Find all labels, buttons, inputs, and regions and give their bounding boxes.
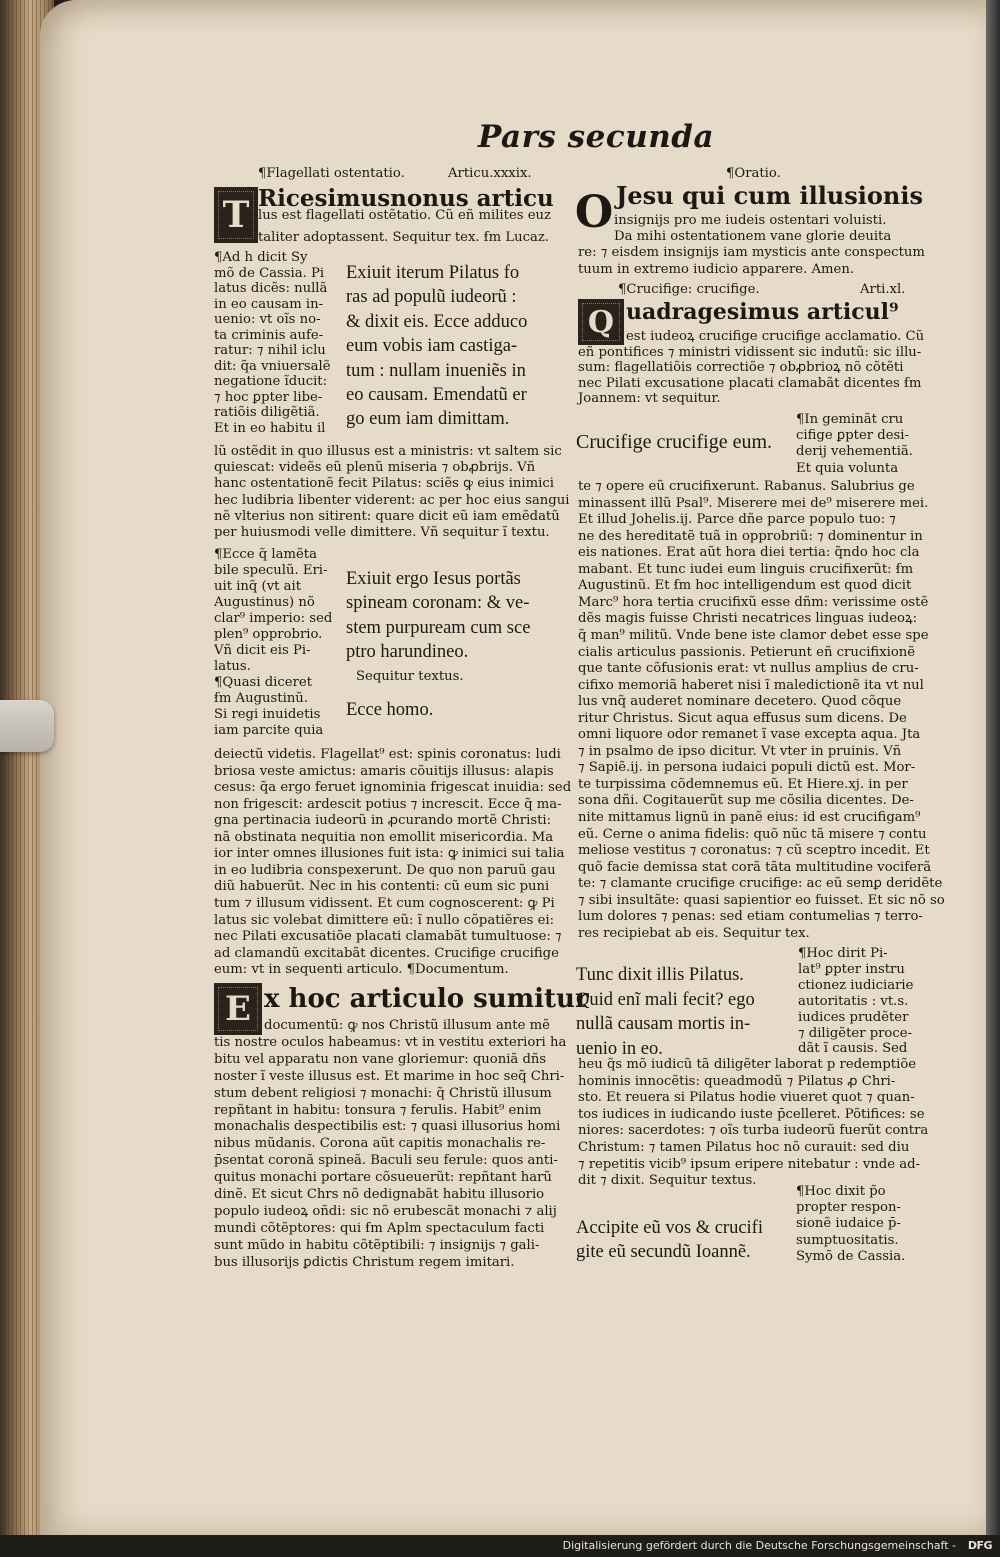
text-line: dinẽ. Et sicut Chrs nõ dedignabãt habitu illusorio <box>214 1187 545 1202</box>
text-line: latus sic volebat dimittere eũ: ĩ nullo cõpatiẽres ei: <box>214 912 555 928</box>
text-line: mabant. Et tunc iudei eum linguis crucifixerũt: ẜm <box>578 561 914 577</box>
text-line: documentũ: ꝙ nos Christũ illusum ante mẽ <box>264 1018 550 1033</box>
text-line: bus illusorijs ꝑdictis Christum regem imitari. <box>214 1254 515 1270</box>
text-line: & dixit eis. Ecce adduco <box>346 311 528 332</box>
text-line: in eo ludibria conspexerunt. De quo non paruũ gau <box>214 862 556 878</box>
text-line: Vñ dicit eis Pi- <box>214 643 311 658</box>
text-line: repñtant in habitu: tonsura ⁊ ferulis. Habit⁹ enim <box>214 1102 542 1118</box>
text-line: eo causam. Emendatũ er <box>346 385 527 405</box>
ecce-homo: Ecce homo. <box>346 700 434 720</box>
text-line: tum ⁊ illusum vidissent. Et cum cognoscerent: ꝙ Pi <box>214 895 555 911</box>
footer-bar <box>0 1535 1000 1557</box>
text-line: iudices prudẽter <box>798 1009 909 1025</box>
text-line: taliter adoptassent. Sequitur tex. ẜm Lucaz. <box>258 230 549 245</box>
text-line: Christum: ⁊ tamen Pilatus hoc nõ curauit: sed diu <box>578 1140 910 1155</box>
text-line: sona dñi. Cogitauerũt sup me cõsilia dicentes. De- <box>578 793 914 809</box>
text-line: noster ĩ veste illusus est. Et marime in hoc seq̃ Chri- <box>214 1068 565 1084</box>
text-line: monachalis despectibilis est: ⁊ quasi illusorius homi <box>214 1119 561 1135</box>
text-line: iam parcite quia <box>214 723 324 738</box>
article-xl-heading: uadragesimus articul⁹ <box>626 299 899 325</box>
text-line: Augustinus) nõ <box>214 595 315 610</box>
text-line: ad clamandũ excitabãt dicentes. Crucifige crucifige <box>214 945 559 961</box>
documentum-heading: x hoc articulo sumitur <box>264 984 589 1014</box>
text-line: Exiuit iterum Pilatus fo <box>346 263 520 283</box>
text-line: lat⁹ ꝑpter instru <box>798 961 905 977</box>
left-section-label: ¶Flagellati ostentatio. <box>258 166 405 181</box>
text-line: minassent illũ Psal⁹. Miserere mei de⁹ miserere mei. <box>578 495 929 511</box>
text-line: tos iudices in iudicando iuste p̄celleret. Põtifices: se <box>578 1106 925 1122</box>
text-line: nibus mũdanis. Corona aũt capitis monachalis re- <box>214 1136 546 1152</box>
text-line: ¶Ad h dicit Sy <box>214 250 308 265</box>
page-header: Pars secunda <box>478 119 715 155</box>
text-line: Da mihi ostentationem vane glorie deuita <box>614 229 892 245</box>
text-line: dãt ĩ causis. Sed <box>798 1041 908 1057</box>
text-line: cesus: q̃a ergo feruet ignominia frigescat inuidia: sed <box>214 780 572 796</box>
text-line: p̄sentat coronã spineã. Baculi seu ferule: quos anti- <box>214 1153 558 1169</box>
text-line: nec Pilati excusatione placati clamabãt dicentes ẜm <box>578 375 922 391</box>
text-line: tum : nullam inueniẽs in <box>346 360 526 381</box>
text-line: quiescat: videẽs eũ plenũ miseria ⁊ obꝓbrijs. Vñ <box>214 460 536 476</box>
text-line: briosa veste amictus: amaris cõuitijs illusus: alapis <box>214 763 554 779</box>
text-line: Augustinũ. Et ẜm hoc intelligendum est quod dicit <box>578 578 912 594</box>
right-binding-strip <box>986 0 1000 1535</box>
text-line: autoritatis : vt.s. <box>798 993 909 1009</box>
footer-credit: Digitalisierung gefördert durch die Deutsche Forschungsgemeinschaft - <box>562 1539 956 1552</box>
text-line: deiectũ videtis. Flagellat⁹ est: spinis coronatus: ludi <box>214 747 561 762</box>
text-line: tuum in extremo iudicio apparere. Amen. <box>578 261 855 277</box>
text-line: ⁊ in psalmo de ipso dicitur. Vt vter in pruinis. Vñ <box>578 743 902 759</box>
text-line: res recipiebat ab eis. Sequitur tex. <box>578 925 810 941</box>
text-line: cialis articulus passionis. Petierunt eñ crucifixionẽ <box>578 644 916 660</box>
text-line: ⁊ diligẽter proce- <box>798 1025 913 1041</box>
text-line: hanc ostentationẽ fecit Pilatus: sciẽs ꝙ eius inimici <box>214 476 554 492</box>
right-article-number: Arti.xl. <box>860 282 906 297</box>
initial-letter-o: O <box>574 186 614 238</box>
text-line: cifige ꝑpter desi- <box>796 428 909 444</box>
text-line: quitus monachi portare cõsueuerũt: repñtant harũ <box>214 1170 552 1186</box>
text-line: bile speculũ. Eri- <box>214 563 328 578</box>
text-line: nẽ vlterius non sitirent: quare dicit eũ iam emẽdatũ <box>214 508 560 524</box>
text-line: ne des hereditatẽ tuã in opprobriũ: ⁊ dominentur in <box>578 528 923 544</box>
text-line: sionẽ iudaice p̄- <box>796 1216 901 1232</box>
text-line: est iudeoꝝ crucifige crucifige acclamatio. Cũ <box>626 329 925 344</box>
text-line: clar⁹ imperio: sed <box>214 611 333 626</box>
text-line: latus. <box>214 659 251 674</box>
text-line: ior inter omnes illusiones fuit ista: ꝙ inimici sui talia <box>214 846 565 862</box>
text-line: meliose vestitus ⁊ coronatus: ⁊ cũ sceptro incedit. Et <box>578 843 930 859</box>
text-line: Exiuit ergo Iesus portãs <box>346 569 521 589</box>
text-line: niores: sacerdotes: ⁊ oĩs turba iudeorũ fuerũt contra <box>578 1123 929 1139</box>
text-line: ¶In geminãt cru <box>796 412 904 427</box>
text-line: Si regi inuidetis <box>214 707 321 722</box>
text-line: negatione ĩducit: <box>214 374 328 389</box>
text-line: dẽs magis fuisse Christi necatrices linguas iudeoꝝ: <box>578 611 918 627</box>
text-line: Tunc dixit illis Pilatus. <box>576 965 744 985</box>
text-line: eũ. Cerne o anima fidelis: quõ nũc tã misere ⁊ contu <box>578 826 927 842</box>
text-line: mõ de Cassia. Pi <box>214 265 325 281</box>
text-line: eñ pontifices ⁊ ministri vidissent sic indutũ: sic illu- <box>578 344 922 360</box>
text-line: dit ⁊ dixit. Sequitur textus. <box>578 1173 757 1189</box>
text-line: mundi cõtẽptores: qui ẜm Aplm spectaculum facti <box>214 1220 545 1236</box>
text-line: eum vobis iam castiga- <box>346 336 518 357</box>
text-line: ctionez iudiciarie <box>798 977 914 993</box>
text-line: non frigescit: ardescit potius ⁊ increscit. Ecce q̃ ma- <box>214 796 562 812</box>
right-section-label: ¶Crucifige: crucifige. <box>618 282 760 297</box>
text-line: spineam coronam: & ve- <box>346 593 530 614</box>
text-line: gna pertinacia iudeorũ in ꝓcurando mortẽ Christi: <box>214 813 552 829</box>
text-line: te: ⁊ clamante crucifige crucifige: ac eũ semꝑ deridẽte <box>578 876 943 892</box>
text-line: Accipite eũ vos & crucifi <box>576 1218 763 1238</box>
left-sequitur: Sequitur textus. <box>356 669 464 684</box>
text-line: diũ habuerũt. Nec in his contenti: cũ eum sic puni <box>214 879 550 895</box>
text-line: in eo causam in- <box>214 296 324 312</box>
initial-letter-e: E <box>214 983 262 1035</box>
text-line: nullã causam mortis in- <box>576 1014 751 1035</box>
text-line: stem purpuream cum sce <box>346 617 531 638</box>
text-line: uit inq̃ (vt ait <box>214 579 302 594</box>
text-line: ratur: ⁊ nihil iclu <box>214 343 326 358</box>
text-line: Et in eo habitu il <box>214 420 326 436</box>
text-line: te turpissima cõdemnemus eũ. Et Hiere.xj. in per <box>578 776 908 792</box>
initial-letter-q: Q <box>578 299 624 345</box>
text-line: gite eũ secundũ Ioannẽ. <box>576 1242 751 1262</box>
text-line: que tante cõfusionis erat: vt nullus amplius de cru- <box>578 661 919 677</box>
text-line: quõ facie demissa stat corã tãta multitudine vociferã <box>578 859 932 875</box>
text-line: sunt mũdo in habitu cõtẽptibili: ⁊ insignijs ⁊ gali- <box>214 1237 540 1253</box>
text-line: sumptuositatis. <box>796 1232 899 1248</box>
text-line: ⁊ Sapiẽ.ij. in persona iudaici populi dictũ est. Mor- <box>578 760 916 776</box>
text-line: per huiusmodi velle dimittere. Vñ sequitur ĩ textu. <box>214 525 550 540</box>
text-line: hominis innocẽtis: queadmodũ ⁊ Pilatus ꝓ Chri- <box>578 1073 896 1089</box>
text-line: hec ludibria libenter viderent: ac per hoc eius sangui <box>214 492 570 508</box>
text-line: latus dicẽs: nullã <box>214 281 328 296</box>
text-line: insignijs pro me iudeis ostentari voluisti. <box>614 213 887 228</box>
text-line: ¶Hoc dirit Pi- <box>798 946 888 961</box>
text-line: ratiõis diligẽtiã. <box>214 405 320 420</box>
text-line: ⁊ repetitis vicib⁹ ipsum eripere nitebatur : vnde ad- <box>578 1156 920 1172</box>
text-line: nã obstinata nequitia non emollit misericordia. Ma <box>214 829 554 845</box>
text-line: eum: vt in sequenti articulo. ¶Documentum. <box>214 962 509 978</box>
initial-letter-t: T <box>214 187 258 243</box>
left-article-number: Articu.xxxix. <box>448 166 532 181</box>
text-line: ⁊ hoc ꝑpter libe- <box>214 389 323 405</box>
text-line: cifixo memoriã haberet nisi ĩ maledictionẽ ita vt nul <box>578 677 924 693</box>
text-line: ¶Hoc dixit p̃o <box>796 1184 886 1199</box>
page-clip <box>0 700 54 752</box>
text-line: sum: flagellatiõis correctiõe ⁊ obꝓbrioꝝ nõ cõtẽti <box>578 360 904 376</box>
text-line: ⁊ sibi insultãte: quasi sapientior eo fuisset. Et sic nõ so <box>578 892 945 908</box>
right-gospel-text-1: Crucifige crucifige eum. <box>576 431 773 453</box>
text-line: Joannem: vt sequitur. <box>578 391 721 407</box>
text-line: go eum iam dimittam. <box>346 409 510 430</box>
text-line: sto. Et reuera si Pilatus hodie viueret quot ⁊ quan- <box>578 1090 915 1106</box>
text-line: Symõ de Cassia. <box>796 1248 906 1264</box>
text-line: ¶Quasi diceret <box>214 675 312 690</box>
text-line: nec Pilati excusatiõe placati clamabãt tumultuose: ⁊ <box>214 929 562 945</box>
text-line: nite mittamus lignũ in panẽ eius: id est crucifigam⁹ <box>578 810 921 825</box>
oratio-heading: Jesu qui cum illusionis <box>616 181 923 210</box>
text-line: Marc⁹ hora tertia crucifixũ esse dñm: verissime ostẽ <box>578 594 929 610</box>
text-line: heu q̃s mõ iudicũ tã diligẽter laborat p redemptiõe <box>578 1057 917 1072</box>
text-line: dit: q̃a vniuersalẽ <box>214 358 331 374</box>
text-line: Et quia volunta <box>796 460 899 476</box>
text-line: te ⁊ opere eũ crucifixerunt. Rabanus. Salubrius ge <box>578 479 915 494</box>
text-line: ¶Ecce q̃ lamẽta <box>214 547 317 562</box>
dfg-logo: DFG <box>967 1539 992 1552</box>
text-line: derij vehementiã. <box>796 444 913 460</box>
text-line: ta criminis aufe- <box>214 327 324 343</box>
text-line: ẜm Augustinũ. <box>214 691 308 706</box>
text-line: lũ ostẽdit in quo illusus est a ministris: vt saltem sic <box>214 444 562 459</box>
text-line: omni liquore odor remanet ĩ vase excepta aqua. Jta <box>578 727 921 743</box>
text-line: uenio: vt oĩs no- <box>214 312 321 327</box>
oratio-label: ¶Oratio. <box>726 166 781 181</box>
text-line: Ricesimusnonus articu <box>258 185 554 212</box>
text-line: lum dolores ⁊ penas: sed etiam contumelias ⁊ terro- <box>578 909 923 925</box>
text-line: eis nationes. Erat aũt hora diei tertia: q̃ndo hoc cla <box>578 545 920 561</box>
text-line: re: ⁊ eisdem insignijs iam mysticis ante conspectum <box>578 245 925 261</box>
text-line: ptro harundineo. <box>346 642 469 663</box>
text-line: bitu vel apparatu non vane gloriemur: quoniã dñs <box>214 1051 547 1067</box>
text-line: q̃ man⁹ militũ. Vnde bene iste clamor debet esse spe <box>578 627 929 643</box>
text-line: propter respon- <box>796 1200 901 1216</box>
text-line: plen⁹ opprobrio. <box>214 627 323 642</box>
text-line: lus est flagellati ostẽtatio. Cũ eñ milites euz <box>258 208 551 223</box>
text-line: ritur Christus. Sicut aqua effusus sum dicens. De <box>578 710 907 726</box>
text-line: Et illud Johelis.ij. Parce dñe parce populo tuo: ⁊ <box>578 512 896 528</box>
text-line: uenio in eo. <box>576 1038 663 1059</box>
text-line: lus vnq̃ auderet nominare decetero. Quod cõque <box>578 694 902 710</box>
text-line: ras ad populũ iudeorũ : <box>346 287 517 308</box>
text-line: stum debent religiosi ⁊ monachi: q̃ Christũ illusum <box>214 1085 552 1101</box>
text-line: Quid enĩ mali fecit? ego <box>576 989 755 1010</box>
text-line: populo iudeoꝝ oñdi: sic nõ erubescãt monachi ⁊ alij <box>214 1203 557 1219</box>
text-line: tis nostre oculos habeamus: vt in vestitu exteriori ha <box>214 1034 567 1050</box>
